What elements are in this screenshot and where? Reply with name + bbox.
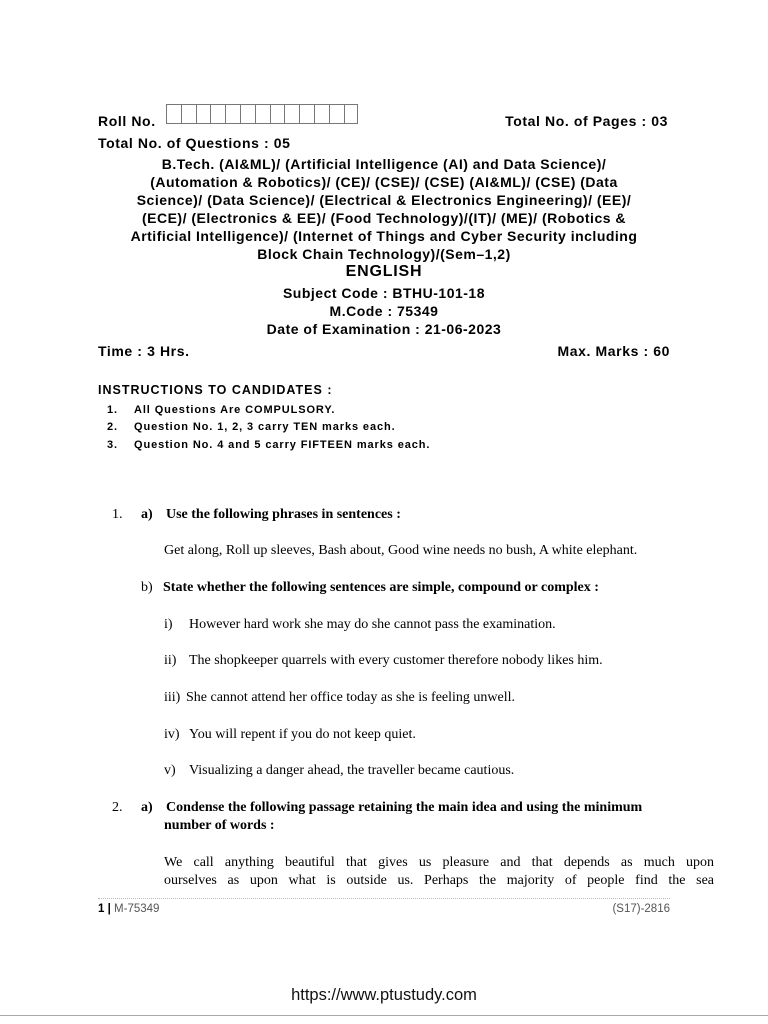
max-marks: Max. Marks : 60 xyxy=(557,343,670,359)
question-text: State whether the following sentences are simple, compound or complex : xyxy=(163,580,599,595)
sentence-label: i) xyxy=(164,617,173,632)
roll-no-label: Roll No. xyxy=(98,113,156,129)
question-number: 2. xyxy=(112,800,123,815)
passage-line: ourselves as upon what is outside us. Perhaps the majority of people find the sea xyxy=(164,873,714,888)
question-number: 1. xyxy=(112,507,123,522)
footer-separator: | xyxy=(107,903,111,915)
passage-line: We call anything beautiful that gives us pleasure and that depends as much upon xyxy=(164,855,714,870)
sentence-label: iv) xyxy=(164,727,180,742)
question-part-label: a) xyxy=(141,800,153,815)
page-footer xyxy=(98,903,159,915)
course-line: B.Tech. (AI&ML)/ (Artificial Intelligence (AI) and Data Science)/ xyxy=(161,156,607,172)
bottom-divider xyxy=(0,1015,768,1016)
sentence-label: iii) xyxy=(164,690,181,705)
sentence-text: You will repent if you do not keep quiet. xyxy=(189,727,416,742)
instruction-num: 2. xyxy=(107,421,118,433)
question-part-label: b) xyxy=(141,580,153,595)
total-pages: Total No. of Pages : 03 xyxy=(505,113,668,129)
course-line: (Automation & Robotics)/ (CE)/ (CSE)/ (CSE) (AI&ML)/ (CSE) (Data xyxy=(150,174,618,190)
exam-date: Date of Examination : 21-06-2023 xyxy=(266,321,502,337)
course-line: Artificial Intelligence)/ (Internet of Things and Cyber Security including xyxy=(130,228,638,244)
phrase-list: Get along, Roll up sleeves, Bash about, Good wine needs no bush, A white elephant. xyxy=(164,543,638,558)
course-line: (ECE)/ (Electronics & EE)/ (Food Technology)/(IT)/ (ME)/ (Robotics & xyxy=(141,210,627,226)
sentence-text: She cannot attend her office today as she is feeling unwell. xyxy=(186,690,516,705)
instructions-title: INSTRUCTIONS TO CANDIDATES : xyxy=(98,383,333,397)
time-allowed: Time : 3 Hrs. xyxy=(98,343,190,359)
instruction-text: Question No. 1, 2, 3 carry TEN marks each. xyxy=(134,421,396,433)
course-list xyxy=(60,155,708,263)
source-url[interactable]: https://www.ptustudy.com xyxy=(291,986,477,1004)
question-part-label: a) xyxy=(141,507,153,522)
sentence-label: v) xyxy=(164,763,176,778)
instruction-num: 3. xyxy=(107,439,118,451)
sentence-text: Visualizing a danger ahead, the traveller became cautious. xyxy=(189,763,515,778)
page-number: 1 xyxy=(98,903,105,915)
footer-code: M-75349 xyxy=(114,903,160,915)
subject-title: ENGLISH xyxy=(345,263,423,280)
sentence-label: ii) xyxy=(164,653,177,668)
subject-block xyxy=(60,263,708,281)
codes-block xyxy=(60,284,708,338)
course-line: Block Chain Technology)/(Sem–1,2) xyxy=(257,246,511,262)
instruction-num: 1. xyxy=(107,404,118,416)
instruction-text: Question No. 4 and 5 carry FIFTEEN marks each. xyxy=(134,439,431,451)
total-questions: Total No. of Questions : 05 xyxy=(98,135,291,151)
question-text: number of words : xyxy=(164,818,275,833)
sentence-text: The shopkeeper quarrels with every customer therefore nobody likes him. xyxy=(189,653,603,668)
question-text: Condense the following passage retaining the main idea and using the minimum xyxy=(166,800,643,815)
footer-divider xyxy=(98,898,670,899)
subject-code: Subject Code : BTHU-101-18 xyxy=(282,285,486,301)
course-line: Science)/ (Data Science)/ (Electrical & Electronics Engineering)/ (EE)/ xyxy=(136,192,632,208)
footer-reference: (S17)-2816 xyxy=(612,903,670,915)
m-code: M.Code : 75349 xyxy=(329,303,439,319)
question-text: Use the following phrases in sentences : xyxy=(166,507,401,522)
sentence-text: However hard work she may do she cannot pass the examination. xyxy=(189,617,556,632)
instruction-text: All Questions Are COMPULSORY. xyxy=(134,404,336,416)
roll-number-boxes xyxy=(166,104,358,124)
